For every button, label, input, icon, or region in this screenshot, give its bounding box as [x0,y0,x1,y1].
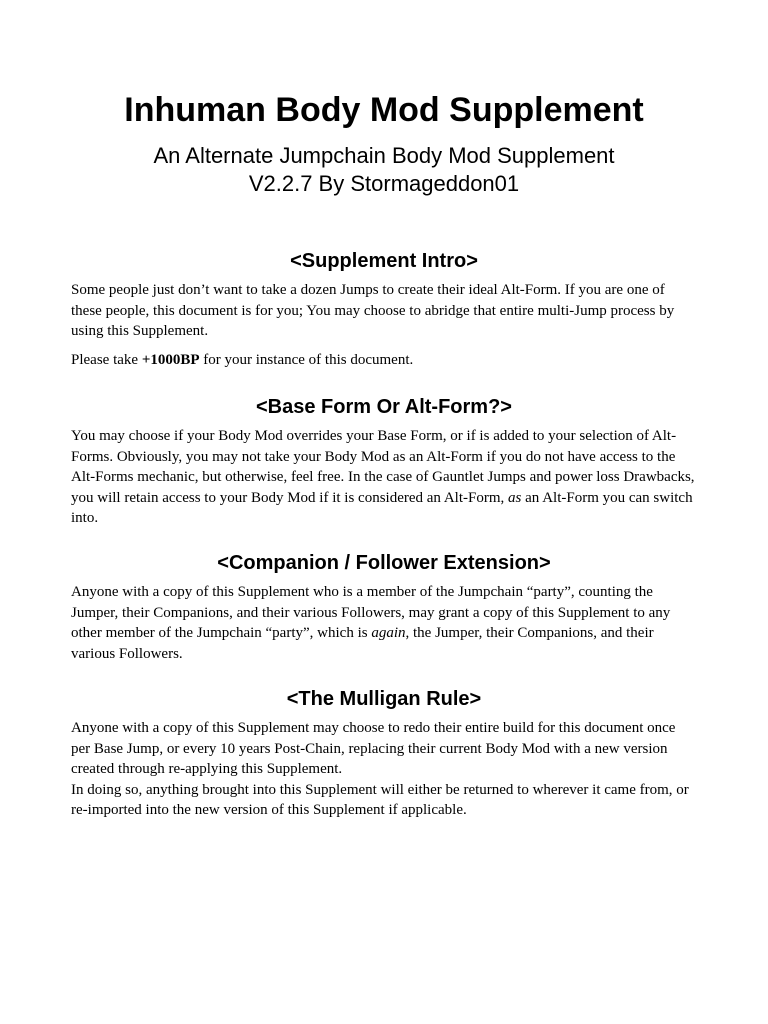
companion-emphasis: again [371,625,406,641]
mulligan-paragraph-2: In doing so, anything brought into this Supplement will either be returned to wherever it came from, or re-imported into the new version of this Supplement if applicable. [71,781,689,818]
base-form-text-after: an Alt-Form you can switch into. [71,489,693,526]
intro-paragraph: Some people just don’t want to take a dozen Jumps to create their ideal Alt-Form. If you are one of these people, this document is for you; You may choose to abridge that entire multi-Jump process by using this Supplement. [71,282,675,339]
section-heading: <Companion / Follower Extension> [217,552,551,574]
bp-amount: +1000BP [141,351,200,368]
section-heading: <Supplement Intro> [290,250,478,272]
base-form-emphasis: as [508,489,522,506]
companion-paragraph [71,582,697,664]
section-companion-extension [71,550,697,664]
base-form-text-before: You may choose if your Body Mod overrides your Base Form, or if is added to your selection of Alt-Forms. Obviously, you may not take your Body Mod as an Alt-Form if you do not have access to the Alt-Forms mechanic, but otherwise, feel free. In the case of Gauntlet Jumps and power loss Drawbacks, you will retain access to your Body Mod if it is considered an Alt-Form, [71,428,695,506]
companion-text-before: Anyone with a copy of this Supplement who is a member of the Jumpchain “party”, counting the Jumper, their Companions, and their various Followers, may grant a copy of this Supplement to any other member of the Jumpchain “party”, which is [71,584,671,641]
bp-grant-text-after: for your instance of this document. [199,351,414,368]
section-heading: <Base Form Or Alt-Form?> [256,396,512,418]
bp-grant-text-before: Please take [71,351,142,368]
section-mulligan-rule [71,686,697,821]
section-heading: <The Mulligan Rule> [286,688,482,710]
base-form-paragraph [71,426,697,529]
companion-text-after: , the Jumper, their Companions, and their various Followers. [71,625,654,662]
subtitle-line-2: V2.2.7 By Stormageddon01 [248,171,520,196]
bp-grant-paragraph [71,350,697,371]
section-base-form [71,394,697,529]
section-supplement-intro [71,248,697,370]
document-subtitle [71,142,697,198]
document-title: Inhuman Body Mod Supplement [124,91,644,129]
mulligan-paragraph-1: Anyone with a copy of this Supplement may choose to redo their entire build for this document once per Base Jump, or every 10 years Post-Chain, replacing their current Body Mod with a new version created through re-applying this Supplement. [71,720,676,777]
subtitle-line-1: An Alternate Jumpchain Body Mod Supplement [153,143,615,168]
